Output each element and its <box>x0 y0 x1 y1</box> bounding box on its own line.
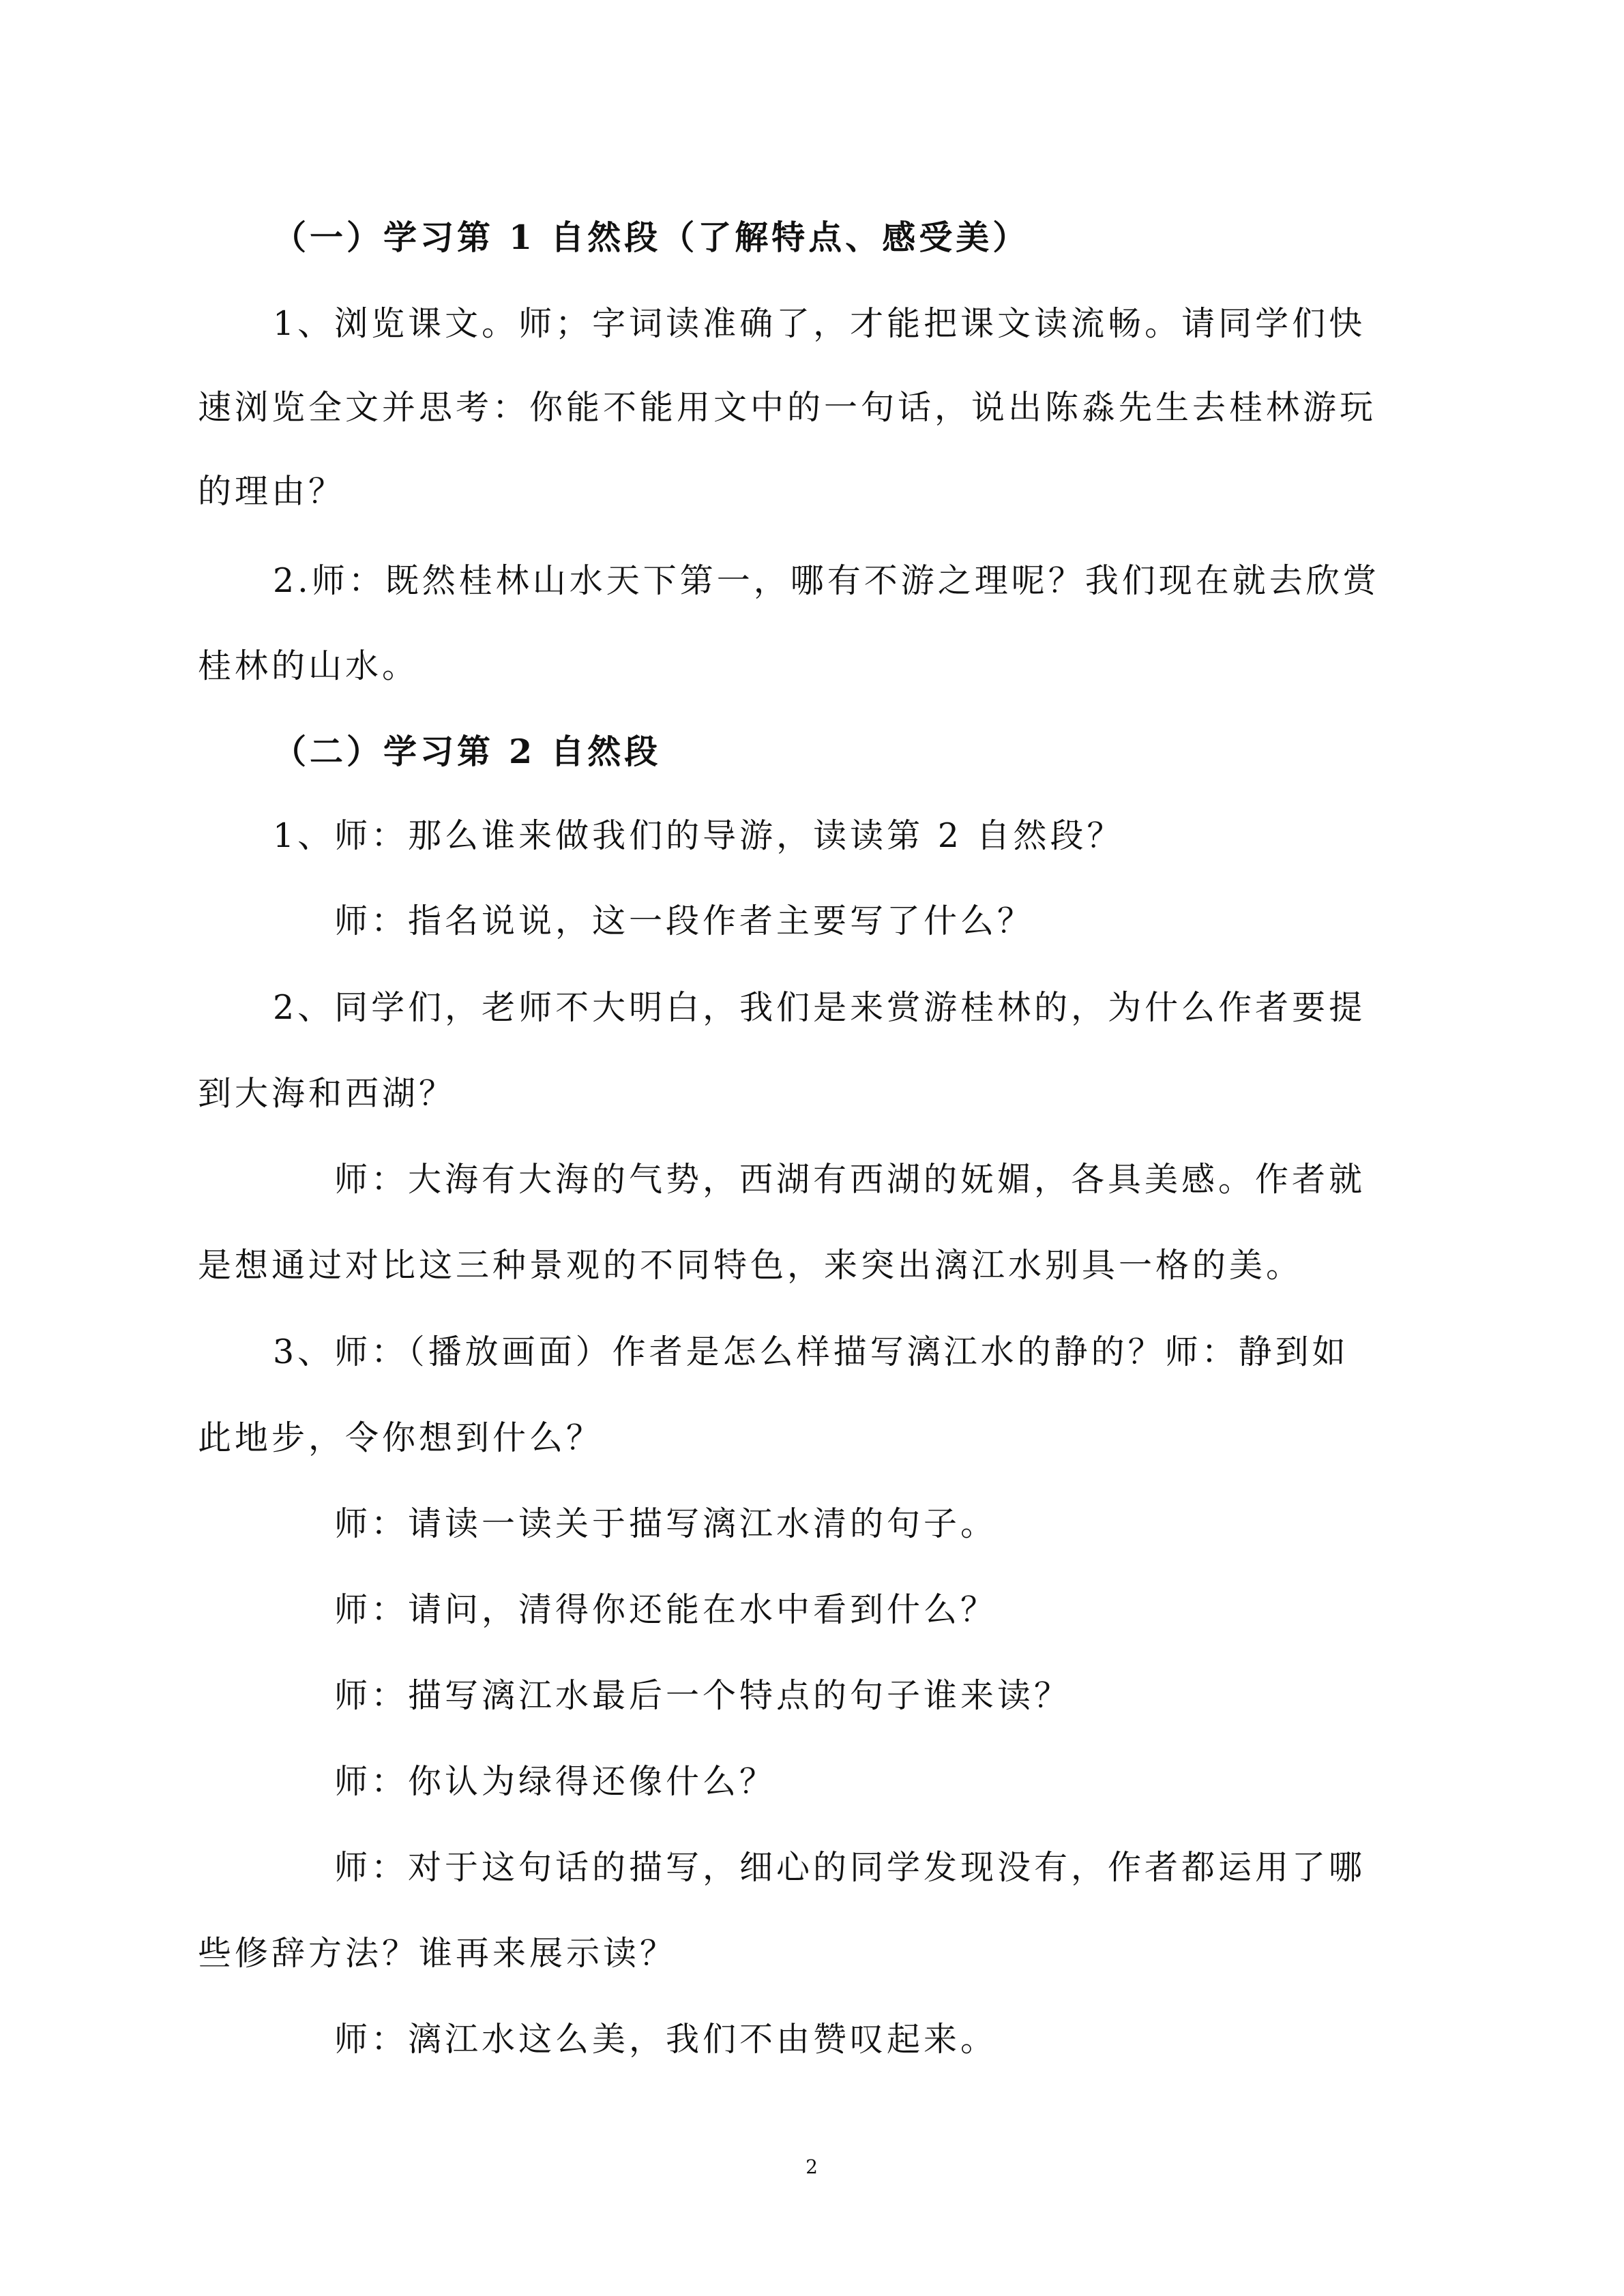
paragraph-line: 速浏览全文并思考：你能不能用文中的一句话，说出陈淼先生去桂林游玩 <box>198 388 1377 427</box>
paragraph-line: 师：对于这句话的描写，细心的同学发现没有，作者都运用了哪 <box>334 1848 1366 1887</box>
paragraph-line: 师：请问，清得你还能在水中看到什么？ <box>334 1590 998 1629</box>
paragraph-line: 2.师：既然桂林山水天下第一，哪有不游之理呢？我们现在就去欣赏 <box>273 561 1380 600</box>
paragraph-line: 师：描写漓江水最后一个特点的句子谁来读？ <box>334 1676 1072 1715</box>
paragraph-line: 些修辞方法？谁再来展示读？ <box>198 1934 677 1973</box>
paragraph-line: 3、师：（播放画面）作者是怎么样描写漓江水的静的？师：静到如 <box>273 1332 1349 1371</box>
paragraph-line: 师：漓江水这么美，我们不由赞叹起来。 <box>334 2020 998 2059</box>
paragraph-line: 1、师：那么谁来做我们的导游，读读第 2 自然段？ <box>273 816 1124 855</box>
paragraph-line: 2、同学们，老师不大明白，我们是来赏游桂林的，为什么作者要提 <box>273 988 1366 1027</box>
paragraph-line: 此地步，令你想到什么？ <box>198 1418 604 1457</box>
paragraph-line: 到大海和西湖？ <box>198 1074 456 1113</box>
paragraph-line: 师：大海有大海的气势，西湖有西湖的妩媚，各具美感。作者就 <box>334 1160 1366 1199</box>
paragraph-line: 师：请读一读关于描写漓江水清的句子。 <box>334 1504 998 1543</box>
paragraph-line: 师：指名说说，这一段作者主要写了什么？ <box>334 901 1035 940</box>
section-heading-2: （二）学习第 2 自然段 <box>273 732 662 771</box>
paragraph-line: 的理由？ <box>198 472 346 511</box>
paragraph-line: 师：你认为绿得还像什么？ <box>334 1762 777 1801</box>
paragraph-line: 1、浏览课文。师；字词读准确了，才能把课文读流畅。请同学们快 <box>273 304 1366 343</box>
paragraph-line: 是想通过对比这三种景观的不同特色，来突出漓江水别具一格的美。 <box>198 1246 1303 1285</box>
section-heading-1: （一）学习第 1 自然段（了解特点、感受美） <box>273 218 1030 257</box>
paragraph-line: 桂林的山水。 <box>198 646 419 685</box>
page-number: 2 <box>806 2156 818 2178</box>
